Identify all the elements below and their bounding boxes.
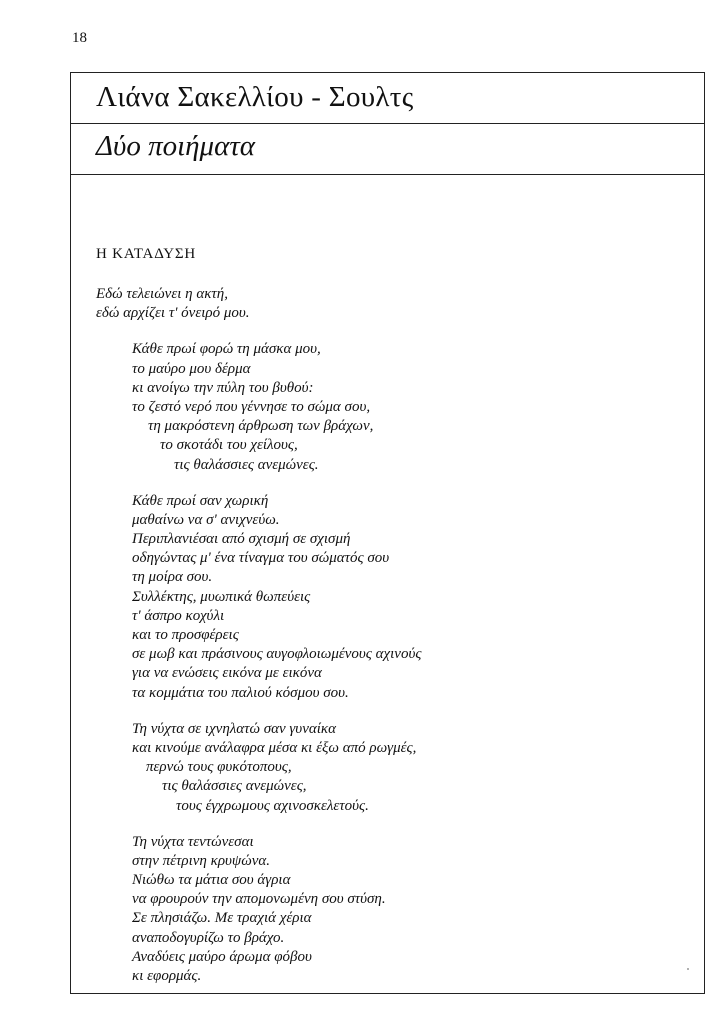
poem-line: περνώ τους φυκότοπους, <box>146 759 292 776</box>
poem-line: τους έγχρωμους αχινοσκελετούς. <box>176 797 369 814</box>
collection-title: Δύο ποιήματα <box>96 130 255 162</box>
poem-line: το μαύρο μου δέρμα <box>132 360 251 377</box>
poem-title: Η ΚΑΤΑΔΥΣΗ <box>96 246 197 262</box>
poem-line: τις θαλάσσιες ανεμώνες. <box>174 456 319 473</box>
article-frame <box>70 72 705 994</box>
stanza <box>96 285 421 323</box>
poem-line: εδώ αρχίζει τ' όνειρό μου. <box>96 305 250 322</box>
stanza <box>96 492 421 703</box>
poem-line: Κάθε πρωί σαν χωρική <box>132 492 269 509</box>
poem-line: Σε πλησιάζω. Με τραχιά χέρια <box>132 910 312 927</box>
page-number: 18 <box>72 30 87 46</box>
poem-line: τ' άσπρο κοχύλι <box>132 607 225 624</box>
poem-line: Περιπλανιέσαι από σχισμή σε σχισμή <box>132 531 351 548</box>
poem-line: Νιώθω τα μάτια σου άγρια <box>132 872 291 889</box>
poem-line: Συλλέκτης, μυωπικά θωπεύεις <box>132 588 311 605</box>
poem-line: τη μοίρα σου. <box>132 569 213 586</box>
poem-line: Τη νύχτα σε ιχνηλατώ σαν γυναίκα <box>132 720 336 737</box>
poem-body <box>96 285 421 986</box>
poem-line: Αναδύεις μαύρο άρωμα φόβου <box>132 948 312 965</box>
poem-line: οδηγώντας μ' ένα τίναγμα του σώματός σου <box>132 550 390 567</box>
poem-line: το ζεστό νερό που γέννησε το σώμα σου, <box>132 398 371 415</box>
title-header <box>71 123 704 175</box>
poem-line: σε μωβ και πράσινους αυγοφλοιωμένους αχινούς <box>132 646 422 663</box>
poem-line: για να ενώσεις εικόνα με εικόνα <box>132 665 322 682</box>
poem-line: και κινούμε ανάλαφρα μέσα κι έξω από ρωγμές, <box>132 739 417 756</box>
poem-line: κι εφορμάς. <box>132 968 202 984</box>
poem-line: στην πέτρινη κρυψώνα. <box>132 852 270 869</box>
poem-line: Κάθε πρωί φορώ τη μάσκα μου, <box>132 341 321 358</box>
author-name: Λιάνα Σακελλίου - Σουλτς <box>96 81 414 113</box>
poem-line: τη μακρόστενη άρθρωση των βράχων, <box>148 418 374 435</box>
poem-line: το σκοτάδι του χείλους, <box>160 437 298 454</box>
stanza <box>96 340 421 474</box>
poem-line: Τη νύχτα τεντώνεσαι <box>132 833 254 850</box>
poem-line: τα κομμάτια του παλιού κόσμου σου. <box>132 684 349 701</box>
poem-line: να φρουρούν την απομονωμένη σου στύση. <box>132 891 386 908</box>
poem-line: μαθαίνω να σ' ανιχνεύω. <box>132 511 280 528</box>
poem-line: και το προσφέρεις <box>132 627 239 643</box>
poem-line: κι ανοίγω την πύλη του βυθού: <box>132 379 314 396</box>
author-header <box>71 73 704 124</box>
stanza <box>96 720 421 816</box>
stanza <box>96 833 421 987</box>
poem-line: αναποδογυρίζω το βράχο. <box>132 929 285 946</box>
scan-speck <box>687 968 689 970</box>
poem-line: Εδώ τελειώνει η ακτή, <box>96 286 228 302</box>
poem-line: τις θαλάσσιες ανεμώνες, <box>162 778 307 795</box>
